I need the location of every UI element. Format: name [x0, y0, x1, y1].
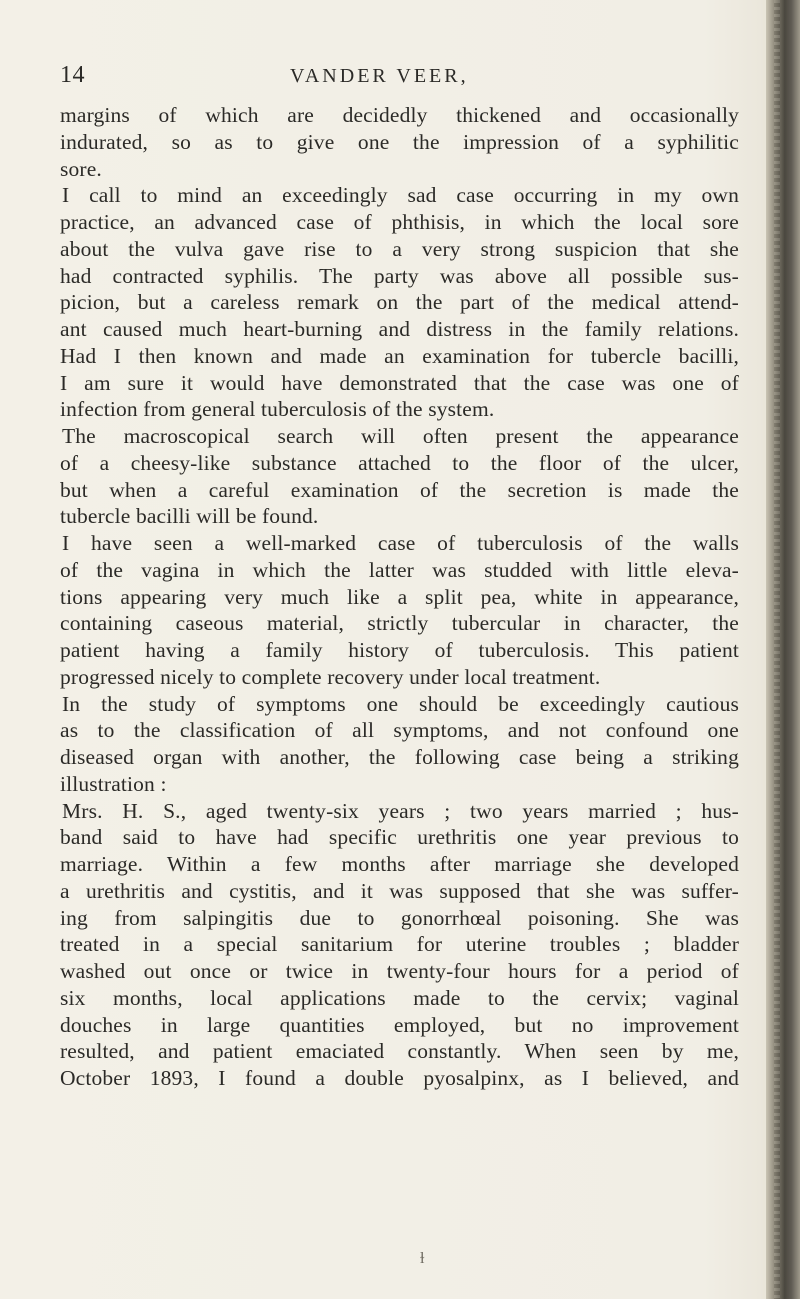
footer-mark: ɫ — [420, 1250, 425, 1267]
text-line-27: Mrs. H. S., aged twenty-six years ; two years married ; hus- — [62, 798, 739, 823]
text-line-35: douches in large quantities employed, but no improvement — [60, 1012, 739, 1037]
text-line-36: resulted, and patient emaciated constantly. When seen by me, — [60, 1039, 739, 1064]
text-line-31: ing from salpingitis due to gonorrhœal poisoning. She was — [60, 905, 739, 930]
text-line-28: band said to have had specific urethritis one year previous to — [60, 825, 739, 850]
text-line-6: about the vulva gave rise to a very strong suspicion that she — [60, 236, 739, 261]
text-line-34: six months, local applications made to the cervix; vaginal — [60, 985, 739, 1010]
text-line-4: I call to mind an exceedingly sad case occurring in my own — [62, 183, 739, 208]
text-line-20: containing caseous material, strictly tubercular in character, the — [60, 611, 739, 636]
text-line-24: as to the classification of all symptoms, and not confound one — [60, 718, 739, 743]
text-line-16: tubercle bacilli will be found. — [60, 504, 319, 529]
text-line-37: October 1893, I found a double pyosalpinx, as I believed, and — [60, 1066, 739, 1090]
text-line-7: had contracted syphilis. The party was above all possible sus- — [60, 263, 739, 288]
text-line-26: illustration : — [60, 771, 167, 796]
text-line-23: In the study of symptoms one should be exceedingly cautious — [62, 691, 739, 716]
text-line-29: marriage. Within a few months after marriage she developed — [60, 852, 739, 876]
text-line-17: I have seen a well-marked case of tuberculosis of the walls — [62, 531, 739, 555]
text-line-19: tions appearing very much like a split pea, white in appearance, — [60, 584, 739, 609]
text-line-11: I am sure it would have demonstrated that the case was one of — [60, 370, 739, 395]
text-line-32: treated in a special sanitarium for uterine troubles ; bladder — [60, 932, 739, 957]
text-line-15: but when a careful examination of the secretion is made the — [60, 477, 739, 502]
text-line-10: Had I then known and made an examination for tubercle bacilli, — [60, 343, 739, 368]
text-line-3: sore. — [60, 156, 102, 181]
text-line-25: diseased organ with another, the following case being a striking — [60, 745, 739, 769]
text-line-13: The macroscopical search will often present the appearance — [62, 424, 739, 448]
text-line-1: margins of which are decidedly thickened and occasionally — [60, 103, 739, 127]
text-line-5: practice, an advanced case of phthisis, in which the local sore — [60, 210, 739, 234]
text-line-12: infection from general tuberculosis of the system. — [60, 397, 495, 422]
body-text — [60, 102, 739, 1092]
text-line-9: ant caused much heart-burning and distress in the family relations. — [60, 317, 739, 341]
page-header — [60, 62, 740, 96]
text-line-33: washed out once or twice in twenty-four hours for a period of — [60, 959, 739, 983]
text-line-30: a urethritis and cystitis, and it was supposed that she was suffer- — [60, 878, 739, 903]
text-line-2: indurated, so as to give one the impression of a syphilitic — [60, 129, 739, 154]
page-number: 14 — [60, 62, 85, 88]
text-line-22: progressed nicely to complete recovery under local treatment. — [60, 664, 601, 689]
running-head: VANDER VEER, — [290, 65, 469, 87]
binding-edge — [766, 0, 800, 1299]
text-line-21: patient having a family history of tuberculosis. This patient — [60, 638, 739, 662]
text-line-8: picion, but a careless remark on the part of the medical attend- — [60, 290, 739, 315]
text-line-14: of a cheesy-like substance attached to the floor of the ulcer, — [60, 450, 739, 475]
text-line-18: of the vagina in which the latter was studded with little eleva- — [60, 557, 739, 582]
